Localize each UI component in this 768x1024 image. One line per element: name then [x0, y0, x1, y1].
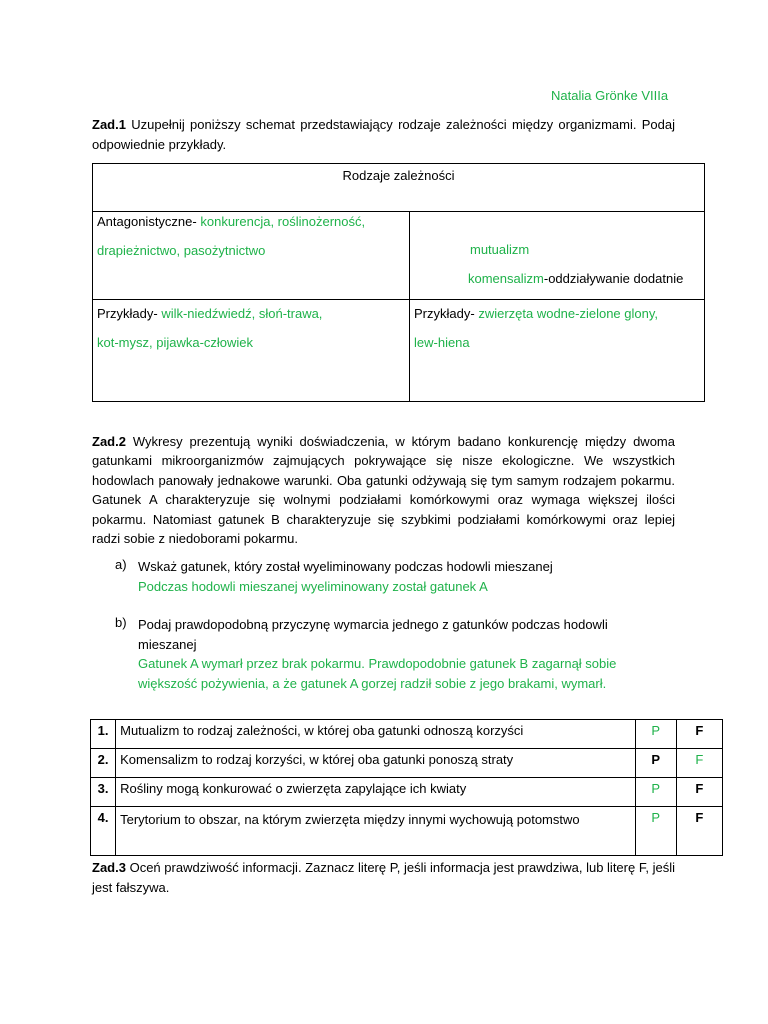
question-a: Wskaż gatunek, który został wyeliminowany podczas hodowli mieszanej	[138, 559, 553, 574]
positive-cell	[410, 212, 705, 300]
zad2-text: Wykresy prezentują wyniki doświadczenia, w którym badano konkurencję między dwoma gatunkami mikroorganizmów zajmujących pokrywające się nisze ekologiczne. We wszystkich hodowlach panowały jednakowe warunki. Oba gatunki odżywają się tym samym rodzajem pokarmu. Gatunek A charakteryzuje się wolnymi podziałami komórkowymi oraz wymaga większej ilości pokarmu. Natomiast gatunek B charakteryzuje się szybkimi podziałami komórkowymi oraz lepiej radzi sobie z niedoborami pokarmu.	[92, 434, 675, 547]
antagonistic-label: Antagonistyczne-	[97, 214, 197, 229]
positive-relation-label: -oddziaływanie dodatnie	[543, 271, 684, 286]
true-false-table	[90, 719, 723, 856]
mutualism-label: mutualizm	[470, 242, 530, 257]
answer-f-cell[interactable]: F	[676, 807, 722, 856]
commensalism-label: komensalizm	[468, 271, 544, 286]
zad1-text: Uzupełnij poniższy schemat przedstawiający rodzaje zależności między organizmami. Podaj odpowiednie przykłady.	[92, 117, 675, 152]
author-name: Natalia Grönke VIIIa	[551, 88, 669, 103]
zad3-text: Oceń prawdziwość informacji. Zaznacz literę P, jeśli informacja jest prawdziwa, lub literę F, jeśli jest fałszywa.	[92, 860, 675, 895]
statement-text: Mutualizm to rodzaj zależności, w której oba gatunki odnoszą korzyści	[116, 720, 635, 749]
answer-p-cell[interactable]: P	[635, 720, 676, 749]
answer-p-cell[interactable]: P	[635, 807, 676, 856]
table-row	[91, 720, 723, 749]
statement-text: Rośliny mogą konkurować o zwierzęta zapylające ich kwiaty	[116, 778, 635, 807]
zad2-instructions	[92, 432, 675, 548]
row-number: 2.	[91, 749, 116, 778]
statement-text: Terytorium to obszar, na którym zwierzęta między innymi wychowują potomstwo	[116, 807, 635, 856]
examples-label-left: Przykłady-	[97, 306, 158, 321]
row-number: 3.	[91, 778, 116, 807]
positive-examples-cell	[410, 300, 705, 402]
answer-f-cell[interactable]: F	[676, 749, 722, 778]
answer-f-cell[interactable]: F	[676, 720, 722, 749]
answer-p-cell[interactable]: P	[635, 778, 676, 807]
left-examples-line2: kot-mysz, pijawka-człowiek	[97, 335, 254, 350]
row-number: 4.	[91, 807, 116, 856]
zad2-label: Zad.2	[92, 434, 126, 449]
left-examples-line1: wilk-niedźwiedź, słoń-trawa,	[161, 306, 323, 321]
zad1-instructions	[92, 115, 675, 155]
answer-p-cell[interactable]: P	[635, 749, 676, 778]
antagonistic-examples-cell	[93, 300, 410, 402]
antagonistic-line2: drapieżnictwo, pasożytnictwo	[97, 243, 266, 258]
zad3-instructions	[92, 858, 675, 898]
zad1-label: Zad.1	[92, 117, 126, 132]
relations-table-header: Rodzaje zależności	[93, 164, 705, 212]
antagonistic-cell	[93, 212, 410, 300]
answer-b: Gatunek A wymarł przez brak pokarmu. Prawdopodobnie gatunek B zagarnął sobie większość pożywienia, a że gatunek A gorzej radził sobie z jego brakami, wymarł.	[138, 656, 617, 691]
examples-label-right: Przykłady-	[414, 306, 475, 321]
table-row	[91, 807, 723, 856]
question-b-marker: b)	[115, 615, 127, 630]
question-a-marker: a)	[115, 557, 127, 572]
right-examples-line1: zwierzęta wodne-zielone glony,	[478, 306, 659, 321]
statement-text: Komensalizm to rodzaj korzyści, w której oba gatunki ponoszą straty	[116, 749, 635, 778]
table-row	[91, 749, 723, 778]
relations-table	[92, 163, 705, 402]
row-number: 1.	[91, 720, 116, 749]
answer-a: Podczas hodowli mieszanej wyeliminowany został gatunek A	[138, 579, 488, 594]
right-examples-line2: lew-hiena	[414, 335, 470, 350]
table-row	[91, 778, 723, 807]
question-b: Podaj prawdopodobną przyczynę wymarcia jednego z gatunków podczas hodowli mieszanej	[138, 617, 608, 652]
answer-f-cell[interactable]: F	[676, 778, 722, 807]
zad3-label: Zad.3	[92, 860, 126, 875]
antagonistic-line1: konkurencja, roślinożerność,	[200, 214, 366, 229]
